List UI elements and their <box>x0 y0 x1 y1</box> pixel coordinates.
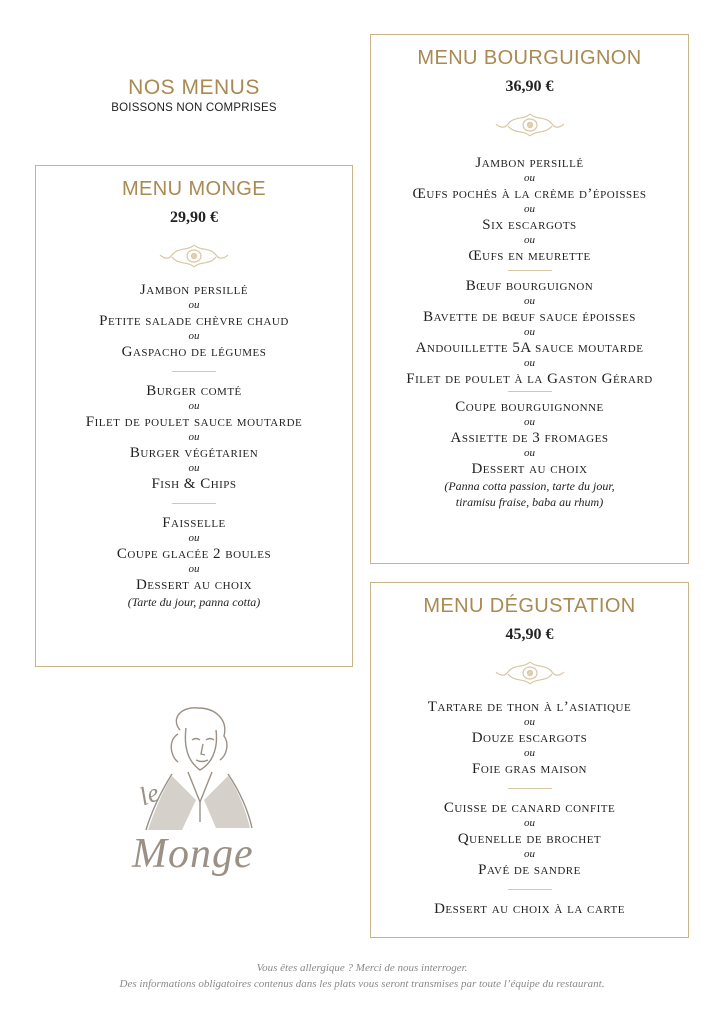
menu-degustation-card <box>370 582 689 938</box>
or-label: ou <box>524 326 535 338</box>
or-label: ou <box>524 172 535 184</box>
degust-dessert-1: Dessert au choix à la carte <box>434 901 625 917</box>
or-label: ou <box>524 848 535 860</box>
degust-starter-1: Tartare de thon à l’asiatique <box>427 699 632 715</box>
or-label: ou <box>524 447 535 459</box>
menu-degustation-price: 45,90 € <box>505 626 554 643</box>
or-label: ou <box>524 295 535 307</box>
bourg-main-2: Bavette de bœuf sauce époisses <box>423 309 636 325</box>
ornament-icon <box>158 241 230 271</box>
monge-main-1: Burger comté <box>146 383 242 399</box>
degust-main-2: Quenelle de brochet <box>457 831 602 847</box>
page-title: NOS MENUS <box>128 76 260 99</box>
menu-bourguignon-price: 36,90 € <box>505 78 554 95</box>
bourg-starter-4: Œufs en meurette <box>468 248 591 264</box>
ornament-icon <box>494 110 566 140</box>
or-label: ou <box>524 716 535 728</box>
bourg-starter-2: Œufs pochés à la crème d’époisses <box>412 186 647 202</box>
bourg-dessert-2: Assiette de 3 fromages <box>450 430 609 446</box>
logo-text-le: le <box>135 777 163 812</box>
or-label: ou <box>188 563 200 575</box>
monge-main-3: Burger végétarien <box>129 445 259 461</box>
menu-monge-price: 29,90 € <box>170 209 218 226</box>
separator <box>508 391 552 392</box>
page-subtitle: BOISSONS NON COMPRISES <box>111 102 277 114</box>
separator <box>172 371 216 372</box>
separator <box>172 503 216 504</box>
monge-main-4: Fish & Chips <box>151 476 237 492</box>
bourg-main-1: Bœuf bourguignon <box>465 278 594 294</box>
bourg-dessert-3: Dessert au choix <box>471 461 588 477</box>
logo-text-monge: Monge <box>132 831 254 877</box>
ornament-icon <box>494 658 566 688</box>
menu-monge-card <box>35 165 353 667</box>
menus-header <box>95 76 293 114</box>
menu-bourguignon-card <box>370 34 689 564</box>
separator <box>508 270 552 271</box>
or-label: ou <box>524 234 535 246</box>
monge-dessert-note: (Tarte du jour, panna cotta) <box>127 595 261 609</box>
separator <box>508 788 552 789</box>
bourg-dessert-note-2: tiramisu fraise, baba au rhum) <box>455 495 604 509</box>
degust-main-3: Pavé de sandre <box>478 862 581 878</box>
footer-line-1: Vous êtes allergique ? Merci de nous interroger. <box>256 962 468 974</box>
monge-starter-3: Gaspacho de légumes <box>121 344 267 360</box>
monge-dessert-1: Faisselle <box>162 515 226 531</box>
degust-main-1: Cuisse de canard confite <box>443 800 616 816</box>
degust-starter-3: Foie gras maison <box>472 761 587 777</box>
menu-degustation-title: MENU DÉGUSTATION <box>423 595 636 617</box>
monge-starter-2: Petite salade chèvre chaud <box>99 313 289 329</box>
or-label: ou <box>188 400 200 412</box>
or-label: ou <box>524 747 535 759</box>
monge-starter-1: Jambon persillé <box>139 282 249 298</box>
menu-monge-title: MENU MONGE <box>122 178 266 200</box>
bourg-starter-1: Jambon persillé <box>475 155 584 171</box>
footer-line-2: Des informations obligatoires contenus dans les plats vous seront transmises par toute l’équipe du restaurant. <box>119 978 605 990</box>
bourg-dessert-1: Coupe bourguignonne <box>455 399 604 415</box>
or-label: ou <box>524 203 535 215</box>
or-label: ou <box>188 462 200 474</box>
or-label: ou <box>524 817 535 829</box>
monge-dessert-2: Coupe glacée 2 boules <box>116 546 272 562</box>
degust-starter-2: Douze escargots <box>471 730 588 746</box>
or-label: ou <box>524 416 535 428</box>
allergy-footer <box>0 960 724 992</box>
separator <box>508 889 552 890</box>
or-label: ou <box>524 357 535 369</box>
bourg-main-3: Andouillette 5A sauce moutarde <box>415 340 644 356</box>
or-label: ou <box>188 299 200 311</box>
bourg-starter-3: Six escargots <box>482 217 577 233</box>
menu-bourguignon-title: MENU BOURGUIGNON <box>417 47 642 69</box>
or-label: ou <box>188 431 200 443</box>
monge-dessert-3: Dessert au choix <box>135 577 253 593</box>
or-label: ou <box>188 532 200 544</box>
monge-main-2: Filet de poulet sauce moutarde <box>85 414 303 430</box>
bourg-dessert-note-1: (Panna cotta passion, tarte du jour, <box>444 479 615 493</box>
or-label: ou <box>188 330 200 342</box>
bourg-main-4: Filet de poulet à la Gaston Gérard <box>406 371 653 387</box>
